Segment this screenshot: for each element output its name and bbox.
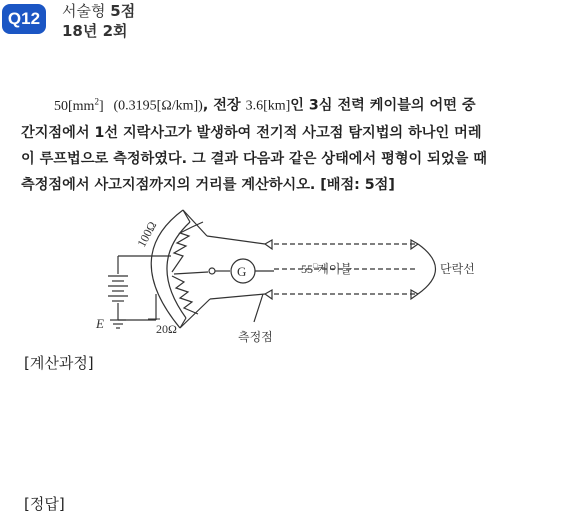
bridge-top-line (183, 210, 207, 236)
exam-session: 18년 2회 (62, 22, 128, 40)
slider-arm (174, 272, 208, 274)
bridge-top-conductor (207, 236, 265, 244)
bottom-resistance-label: 20Ω (156, 322, 177, 336)
cable-length: 3.6[km] (245, 98, 291, 114)
answer-label: [정답] (24, 495, 65, 513)
top-resistance-label: 100Ω (134, 219, 160, 250)
problem-line-2: 간지점에서 1선 지락사고가 발생하여 전기적 사고점 탐지법의 하나인 머레 (21, 124, 482, 141)
question-points: 5점 (110, 2, 136, 20)
calculation-process-label: [계산과정] (24, 354, 94, 372)
open-end-label: 단락선 (440, 262, 475, 276)
cable-bottom-left (265, 290, 272, 299)
bridge-bottom-conductor (210, 294, 265, 299)
line1-rest: 인 3심 전력 케이블의 어떤 중 (290, 97, 476, 114)
galvanometer-label: G (237, 264, 247, 279)
ground-label: E (96, 316, 104, 331)
measure-point-label: 측정점 (238, 330, 273, 344)
slider-contact (209, 268, 215, 274)
cable-area: $50[mm^2]$ (54, 96, 104, 114)
murray-loop-diagram (88, 196, 508, 351)
problem-line-3: 이 루프법으로 측정하였다. 그 결과 다음과 같은 상태에서 평형이 되었을 때 (21, 150, 487, 167)
question-type-label: 서술형 (62, 2, 106, 20)
cable-top-left (265, 240, 272, 249)
open-end-arc (418, 244, 436, 294)
question-type (62, 0, 135, 21)
measure-point-line (254, 294, 263, 322)
cable-label: 55□케이블 (301, 262, 353, 276)
question-number-badge: Q12 (2, 4, 46, 34)
upper-resistor (172, 222, 203, 272)
cable-resistance: (0.3195[Ω/km]) (113, 98, 203, 114)
bridge-inner-arc (167, 222, 190, 318)
problem-line-4: 측정점에서 사고지점까지의 거리를 계산하시오. [배점: 5점] (21, 176, 395, 193)
after-resistance: , 전장 (202, 97, 241, 114)
problem-line-1 (21, 88, 553, 120)
bridge-bottom-line (180, 299, 210, 328)
lower-resistor (172, 276, 198, 314)
problem-text (21, 88, 553, 198)
